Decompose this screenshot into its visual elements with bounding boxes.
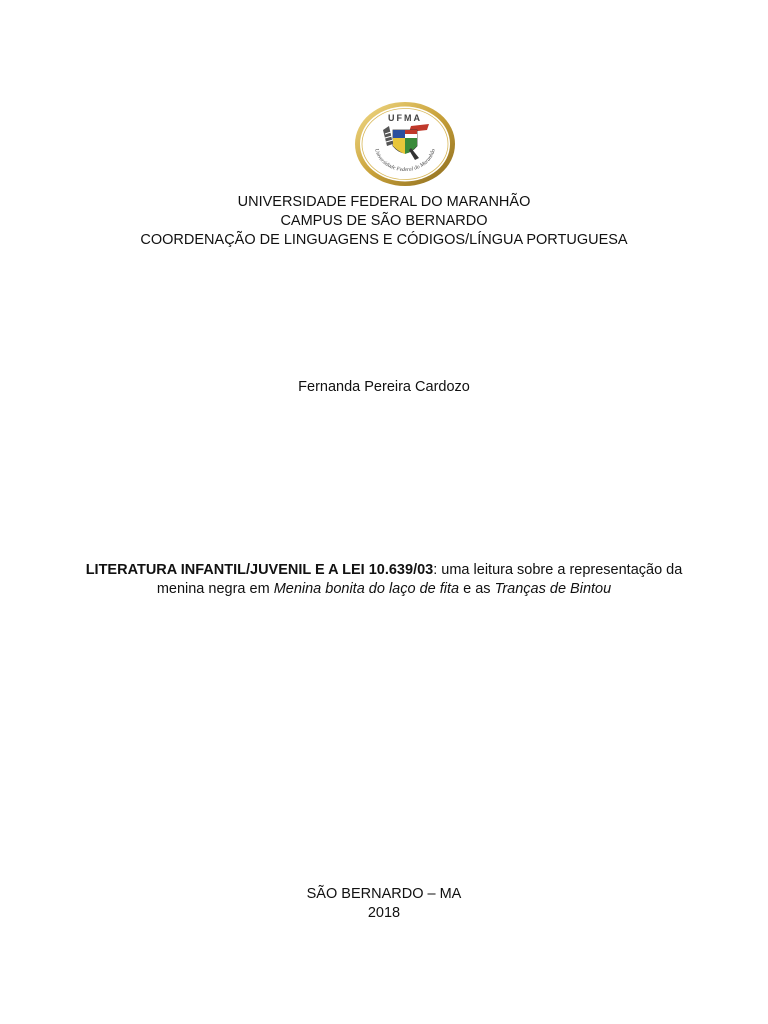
place-and-year xyxy=(0,885,768,923)
city: SÃO BERNARDO – MA xyxy=(306,886,462,902)
institution-name: UNIVERSIDADE FEDERAL DO MARANHÃO xyxy=(237,194,531,210)
author-name: Fernanda Pereira Cardozo xyxy=(298,379,470,395)
title-main: LITERATURA INFANTIL/JUVENIL E A LEI 10.639/03 xyxy=(85,562,434,578)
svg-text:Universidade Federal do Maranh: Universidade Federal do Maranhão xyxy=(373,148,437,174)
title-subtitle-part: : uma leitura sobre a representação da menina negra em xyxy=(156,562,683,597)
institution-header xyxy=(0,193,768,250)
campus-name: CAMPUS DE SÃO BERNARDO xyxy=(280,213,488,229)
title-book-2: Tranças de Bintou xyxy=(494,581,612,597)
svg-text:UFMA: UFMA xyxy=(388,113,422,123)
title-connector: e as xyxy=(459,581,495,597)
year: 2018 xyxy=(367,905,401,921)
department-name: COORDENAÇÃO DE LINGUAGENS E CÓDIGOS/LÍNGUA PORTUGUESA xyxy=(140,232,628,248)
ufma-seal-icon xyxy=(353,100,457,188)
work-title xyxy=(80,561,688,599)
title-book-1: Menina bonita do laço de fita xyxy=(273,581,460,597)
ufma-logo xyxy=(353,100,457,188)
